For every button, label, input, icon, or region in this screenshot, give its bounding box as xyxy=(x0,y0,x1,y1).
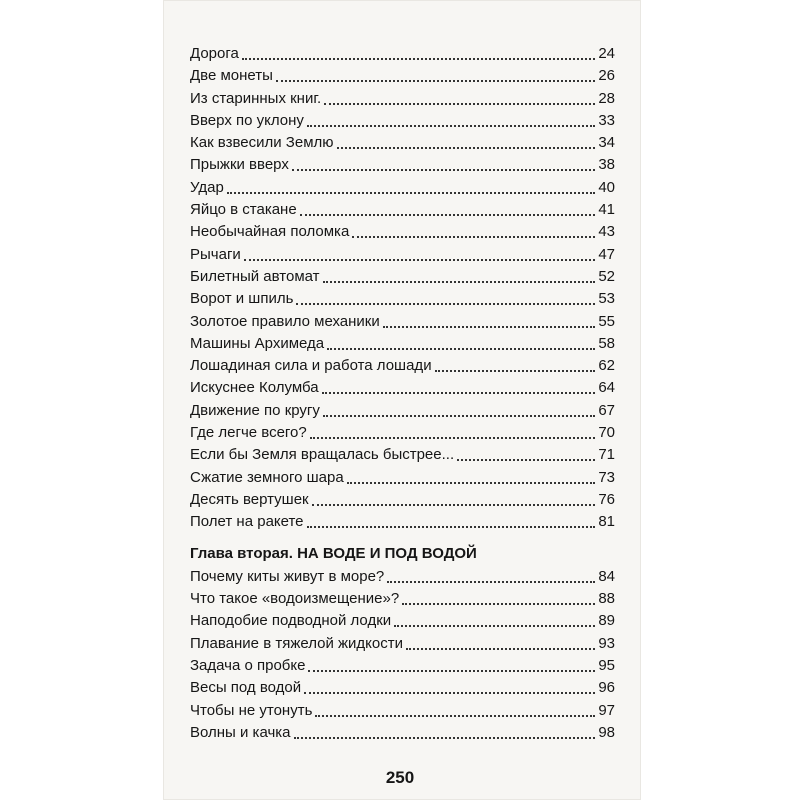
dot-leader xyxy=(308,656,595,672)
toc-entry-title: Волны и качка xyxy=(190,723,291,741)
toc-entry-page: 76 xyxy=(598,490,615,508)
toc-entry xyxy=(190,609,615,631)
dot-leader xyxy=(307,111,595,127)
toc-entry-page: 71 xyxy=(598,446,615,464)
toc-entry xyxy=(190,287,615,309)
toc-entry xyxy=(190,699,615,721)
dot-leader xyxy=(387,567,595,583)
toc-entry-page: 26 xyxy=(598,67,615,85)
toc-entry-page: 52 xyxy=(598,267,615,285)
toc-entry-page: 73 xyxy=(598,468,615,486)
toc-entry-title: Десять вертушек xyxy=(190,490,309,508)
dot-leader xyxy=(296,289,595,305)
dot-leader xyxy=(435,356,596,372)
toc-entry-page: 33 xyxy=(598,111,615,129)
table-of-contents xyxy=(190,42,615,743)
toc-entry-title: Полет на ракете xyxy=(190,513,304,531)
toc-entry-title: Рычаги xyxy=(190,245,241,263)
toc-entry-title: Искуснее Колумба xyxy=(190,379,319,397)
toc-entry-title: Необычайная поломка xyxy=(190,223,350,241)
toc-entry-title: Весы под водой xyxy=(190,679,302,697)
toc-entry-title: Почему киты живут в море? xyxy=(190,567,385,585)
toc-entry xyxy=(190,510,615,532)
toc-entry-page: 55 xyxy=(598,312,615,330)
dot-leader xyxy=(352,222,595,238)
dot-leader xyxy=(327,334,595,350)
toc-entry-title: Сжатие земного шара xyxy=(190,468,344,486)
chapter-heading: Глава вторая. НА ВОДЕ И ПОД ВОДОЙ xyxy=(190,544,477,562)
dot-leader xyxy=(322,378,596,394)
toc-entry-title: Ворот и шпиль xyxy=(190,290,294,308)
toc-entry-page: 53 xyxy=(598,290,615,308)
toc-entry-page: 93 xyxy=(598,634,615,652)
dot-leader xyxy=(276,66,595,82)
toc-section-1 xyxy=(190,42,615,533)
toc-entry xyxy=(190,42,615,64)
toc-entry xyxy=(190,443,615,465)
toc-entry xyxy=(190,488,615,510)
toc-entry-page: 47 xyxy=(598,245,615,263)
toc-entry-title: Билетный автомат xyxy=(190,267,320,285)
toc-entry-page: 64 xyxy=(598,379,615,397)
toc-entry-page: 67 xyxy=(598,401,615,419)
toc-entry-page: 38 xyxy=(598,156,615,174)
dot-leader xyxy=(292,155,595,171)
toc-entry-title: Машины Архимеда xyxy=(190,334,325,352)
dot-leader xyxy=(457,445,595,461)
toc-entry-page: 41 xyxy=(598,201,615,219)
toc-entry-page: 88 xyxy=(598,590,615,608)
toc-entry-page: 97 xyxy=(598,701,615,719)
toc-entry-title: Движение по кругу xyxy=(190,401,320,419)
toc-entry-title: Лошадиная сила и работа лошади xyxy=(190,357,432,375)
toc-entry xyxy=(190,198,615,220)
toc-section-2 xyxy=(190,565,615,743)
toc-entry xyxy=(190,109,615,131)
toc-entry-title: Что такое «водоизмещение»? xyxy=(190,590,400,608)
toc-entry-title: Из старинных книг. xyxy=(190,89,322,107)
toc-entry-title: Дорога xyxy=(190,45,239,62)
toc-entry-title: Чтобы не утонуть xyxy=(190,701,313,719)
dot-leader xyxy=(300,200,596,216)
toc-entry-page: 89 xyxy=(598,612,615,630)
dot-leader xyxy=(394,611,595,627)
dot-leader xyxy=(244,245,596,261)
toc-entry xyxy=(190,265,615,287)
dot-leader xyxy=(307,512,596,528)
dot-leader xyxy=(324,89,595,105)
toc-entry xyxy=(190,176,615,198)
page-number: 250 xyxy=(385,768,415,787)
toc-entry-page: 95 xyxy=(598,657,615,675)
toc-entry xyxy=(190,310,615,332)
toc-entry xyxy=(190,399,615,421)
toc-entry-title: Прыжки вверх xyxy=(190,156,289,174)
toc-entry xyxy=(190,131,615,153)
toc-entry-page: 81 xyxy=(598,513,615,531)
toc-entry xyxy=(190,220,615,242)
toc-entry xyxy=(190,376,615,398)
dot-leader xyxy=(402,589,595,605)
toc-entry-page: 98 xyxy=(598,723,615,741)
toc-entry xyxy=(190,654,615,676)
dot-leader xyxy=(304,678,595,694)
toc-entry xyxy=(190,676,615,698)
toc-entry xyxy=(190,632,615,654)
toc-entry xyxy=(190,587,615,609)
toc-entry-page: 34 xyxy=(598,134,615,152)
dot-leader xyxy=(227,178,596,194)
toc-entry-page: 96 xyxy=(598,679,615,697)
toc-entry-title: Золотое правило механики xyxy=(190,312,380,330)
toc-entry-page: 70 xyxy=(598,424,615,442)
dot-leader xyxy=(310,423,596,439)
dot-leader xyxy=(323,267,596,283)
dot-leader xyxy=(312,490,596,506)
toc-entry-page: 40 xyxy=(598,178,615,196)
toc-entry xyxy=(190,87,615,109)
toc-entry-title: Яйцо в стакане xyxy=(190,201,297,219)
toc-entry xyxy=(190,64,615,86)
dot-leader xyxy=(323,401,595,417)
toc-entry xyxy=(190,421,615,443)
toc-entry-title: Задача о пробке xyxy=(190,657,306,675)
dot-leader xyxy=(337,133,596,149)
toc-entry-title: Где легче всего? xyxy=(190,424,307,442)
toc-entry-page: 62 xyxy=(598,357,615,375)
dot-leader xyxy=(315,701,595,717)
toc-entry xyxy=(190,332,615,354)
toc-entry-page: 84 xyxy=(598,567,615,585)
toc-entry-title: Как взвесили Землю xyxy=(190,134,334,152)
toc-entry-title: Удар xyxy=(190,178,224,196)
toc-entry-title: Наподобие подводной лодки xyxy=(190,612,392,630)
toc-entry xyxy=(190,153,615,175)
toc-entry-page: 43 xyxy=(598,223,615,241)
dot-leader xyxy=(406,634,595,650)
toc-entry-title: Плавание в тяжелой жидкости xyxy=(190,634,403,652)
dot-leader xyxy=(383,312,596,328)
toc-entry xyxy=(190,354,615,376)
dot-leader xyxy=(294,723,596,739)
toc-entry xyxy=(190,466,615,488)
toc-entry xyxy=(190,565,615,587)
toc-entry-title: Две монеты xyxy=(190,67,273,85)
toc-entry-page: 58 xyxy=(598,334,615,352)
toc-entry-page: 28 xyxy=(598,89,615,107)
toc-entry xyxy=(190,721,615,743)
toc-entry xyxy=(190,243,615,265)
dot-leader xyxy=(347,468,596,484)
toc-entry-title: Если бы Земля вращалась быстрее... xyxy=(190,446,455,464)
dot-leader xyxy=(242,44,595,60)
toc-entry-page: 24 xyxy=(598,45,615,62)
toc-entry-title: Вверх по уклону xyxy=(190,111,304,129)
